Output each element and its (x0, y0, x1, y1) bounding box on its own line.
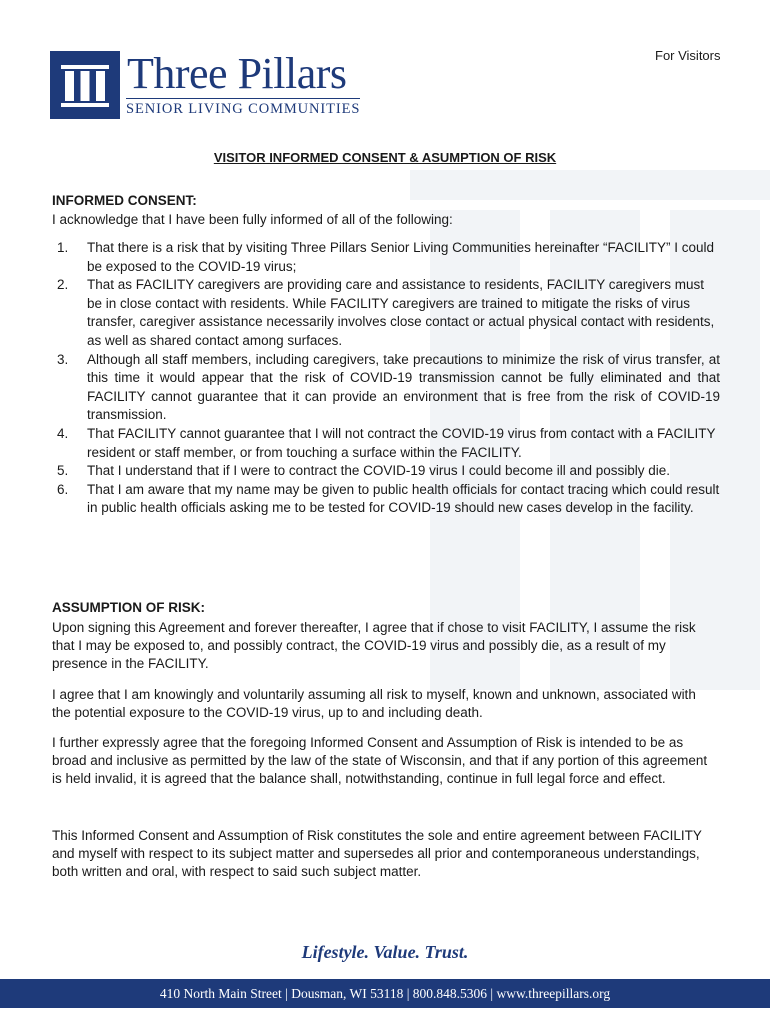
list-item (52, 462, 720, 481)
document-title: VISITOR INFORMED CONSENT & ASUMPTION OF RISK (213, 150, 557, 165)
list-item-number: 5. (57, 463, 69, 479)
list-item-number: 1. (57, 240, 69, 255)
list-item-text: Although all staff members, including caregivers, take precautions to minimize the risk of virus transfer, at this time it would appear that the risk of COVID-19 transmission cannot be fully eliminated and that FACILITY cannot guarantee that it can provide an environment that is free from the risk of COVID-19 transmission. (87, 351, 720, 423)
informed-consent-heading: INFORMED CONSENT: (52, 193, 197, 208)
footer-tagline: Lifestyle. Value. Trust. (301, 942, 469, 962)
agreement-paragraph: This Informed Consent and Assumption of Risk constitutes the sole and entire agreement between FACILITY and myself with respect to its subject matter and supersedes all prior and contemporaneous understandings, both written and oral, with respect to said such subject matter. (52, 828, 702, 879)
risk-paragraph: I further expressly agree that the foregoing Informed Consent and Assumption of Risk is intended to be as broad and inclusive as permitted by the law of the state of Wisconsin, and that if any portion of this agreement is held invalid, it is agreed that the balance shall, notwithstanding, continue in full legal force and effect. (52, 735, 708, 786)
assumption-of-risk-heading: ASSUMPTION OF RISK: (52, 600, 206, 615)
risk-paragraph: Upon signing this Agreement and forever thereafter, I agree that if chose to visit FACILITY, I assume the risk that I may be exposed to, and possibly contract, the COVID-19 virus and possibly die, as a result of my presence in the FACILITY. (52, 620, 696, 671)
acknowledgement-list (52, 239, 720, 518)
informed-consent-intro: I acknowledge that I have been fully informed of all of the following: (52, 212, 453, 227)
pillars-logo-icon (50, 51, 120, 119)
list-item-text: That I am aware that my name may be given to public health officials for contact tracing which could result in public health officials asking me to be tested for COVID-19 should new cases develop in the facility. (87, 481, 720, 516)
list-item (52, 239, 720, 276)
list-item-number: 4. (57, 425, 69, 441)
list-item (52, 425, 720, 462)
list-item-text: That FACILITY cannot guarantee that I will not contract the COVID-19 virus from contact with a FACILITY resident or staff member, or from touching a surface within the FACILITY. (87, 425, 716, 460)
list-item-text: That as FACILITY caregivers are providing care and assistance to residents, FACILITY caregivers must be in close contact with residents. While FACILITY caregivers are trained to mitigate the risks of virus transfer, caregiver assistance necessarily involves close contact or actual physical contact with residents, as well as shared contact among surfaces. (87, 277, 715, 348)
list-item (52, 276, 720, 350)
audience-label: For Visitors (655, 48, 721, 63)
company-logo (50, 51, 370, 119)
list-item-text: That there is a risk that by visiting Three Pillars Senior Living Communities hereinafter “FACILITY” I could be exposed to the COVID-19 virus; (87, 240, 715, 274)
list-item-text: That I understand that if I were to contract the COVID-19 virus I could become ill and possibly die. (87, 463, 671, 479)
footer-contact-bar: 410 North Main Street | Dousman, WI 53118 | 800.848.5306 | www.threepillars.org (0, 979, 770, 1008)
logo-name: Three Pillars (127, 49, 347, 98)
list-item (52, 481, 720, 518)
risk-paragraph: I agree that I am knowingly and voluntarily assuming all risk to myself, known and unknown, associated with the potential exposure to the COVID-19 virus, up to and including death. (52, 687, 696, 720)
list-item (52, 351, 720, 425)
list-item-number: 2. (57, 277, 69, 293)
list-item-number: 3. (57, 351, 69, 367)
list-item-number: 6. (57, 481, 69, 497)
logo-subtitle: SENIOR LIVING COMMUNITIES (126, 98, 360, 117)
